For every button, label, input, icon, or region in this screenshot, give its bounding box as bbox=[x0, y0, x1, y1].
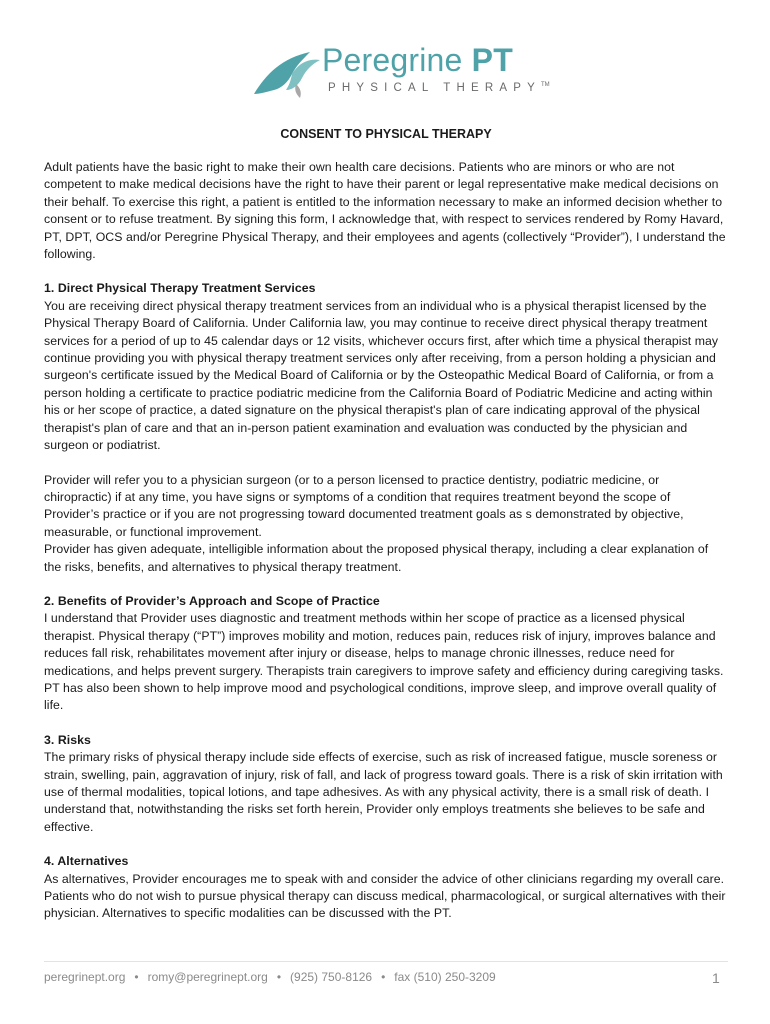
section-1-heading: 1. Direct Physical Therapy Treatment Services bbox=[44, 281, 316, 296]
section-3-heading: 3. Risks bbox=[44, 732, 91, 747]
document-body bbox=[44, 122, 728, 923]
footer-separator: • bbox=[134, 970, 139, 984]
section-3-paragraph-1: The primary risks of physical therapy include side effects of exercise, such as risk of increased fatigue, muscle soreness or strain, swelling, pain, aggravation of injury, risk of fall, and lack of progress toward goals. There is a risk of skin irritation with use of thermal modalities, topical lotions, and tape adhesives. As with any physical activity, there is a small risk of death. I understand that, notwithstanding the risks set forth herein, Provider only employs treatments she believes to be safe and effective. bbox=[44, 750, 723, 834]
document-title: CONSENT TO PHYSICAL THERAPY bbox=[280, 127, 492, 141]
section-2-heading: 2. Benefits of Provider’s Approach and Scope of Practice bbox=[44, 593, 380, 608]
section-4-heading: 4. Alternatives bbox=[44, 854, 129, 869]
brand-logo bbox=[252, 40, 550, 100]
footer-email-link[interactable]: romy@peregrinept.org bbox=[147, 970, 268, 984]
section-1-paragraph-2: Provider will refer you to a physician surgeon (or to a person licensed to practice dentistry, podiatric medicine, or chiropractic) if at any time, you have signs or symptoms of a condition that requires treatment beyond the scope of Provider’s practice or if you are not progressing toward documented treatment goals as s demonstrated by objective, measurable, or functional improvement. bbox=[44, 472, 684, 539]
footer-website-link[interactable]: peregrinept.org bbox=[44, 970, 126, 984]
brand-tagline: PHYSICAL THERAPY™ bbox=[328, 82, 550, 94]
page-number: 1 bbox=[712, 970, 720, 986]
footer-divider bbox=[44, 961, 728, 962]
footer-separator: • bbox=[276, 970, 282, 984]
page-footer bbox=[44, 970, 728, 984]
footer-phone: (925) 750-8126 bbox=[290, 970, 373, 984]
footer-fax: fax (510) 250-3209 bbox=[394, 970, 496, 984]
section-4-paragraph-1: As alternatives, Provider encourages me to speak with and consider the advice of other clinicians regarding my overall care. Patients who do not wish to pursue physical therapy can discuss medical, pharmacological, or surgical alternatives with their physician. Alternatives to specific modalities can be discussed with the PT. bbox=[44, 871, 726, 921]
section-1-paragraph-3: Provider has given adequate, intelligible information about the proposed physical therapy, including a clear explanation of the risks, benefits, and alternatives to physical therapy treatment. bbox=[44, 542, 709, 574]
intro-paragraph: Adult patients have the basic right to make their own health care decisions. Patients who are minors or who are not competent to make medical decisions have the right to have their parent or legal representative make medical decisions on their behalf. To exercise this right, a patient is entitled to the information necessary to make an informed decision whether to consent or to refuse treatment. By signing this form, I acknowledge that, with respect to services rendered by Romy Havard, PT, DPT, OCS and/or Peregrine Physical Therapy, and their employees and agents (collectively “Provider”), I understand the following. bbox=[44, 160, 726, 262]
section-2-paragraph-1: I understand that Provider uses diagnostic and treatment methods within her scope of practice as a licensed physical therapist. Physical therapy (“PT”) improves mobility and motion, reduces pain, reduces risk of injury, improves balance and reduces fall risk, rehabilitates movement after injury or disease, helps to manage chronic illnesses, reduce need for medications, and helps prevent surgery. Therapists train caregivers to improve safety and efficiency during caregiving tasks. PT has also been shown to help improve mood and psychological conditions, improve sleep, and improve overall quality of life. bbox=[44, 611, 724, 713]
section-1-paragraph-1: You are receiving direct physical therapy treatment services from an individual who is a physical therapist licensed by the Physical Therapy Board of California. Under California law, you may continue to receive direct physical therapy treatment services for a period of up to 45 calendar days or 12 visits, whichever occurs first, after which time a physical therapist may continue providing you with physical therapy treatment services only after receiving, from a person holding a physician and surgeon's certificate issued by the Medical Board of California or by the Osteopathic Medical Board of California, or from a person holding a certificate to practice podiatric medicine from the California Board of Podiatric Medicine and acting within his or her scope of practice, a dated signature on the physical therapist's plan of care indicating approval of the physical therapist's plan of care and that an in-person patient examination and evaluation was conducted by the physician and surgeon or podiatrist. bbox=[44, 298, 719, 453]
brand-name: Peregrine PT bbox=[322, 42, 513, 78]
peregrine-bird-icon bbox=[252, 44, 324, 100]
footer-separator: • bbox=[381, 970, 386, 984]
